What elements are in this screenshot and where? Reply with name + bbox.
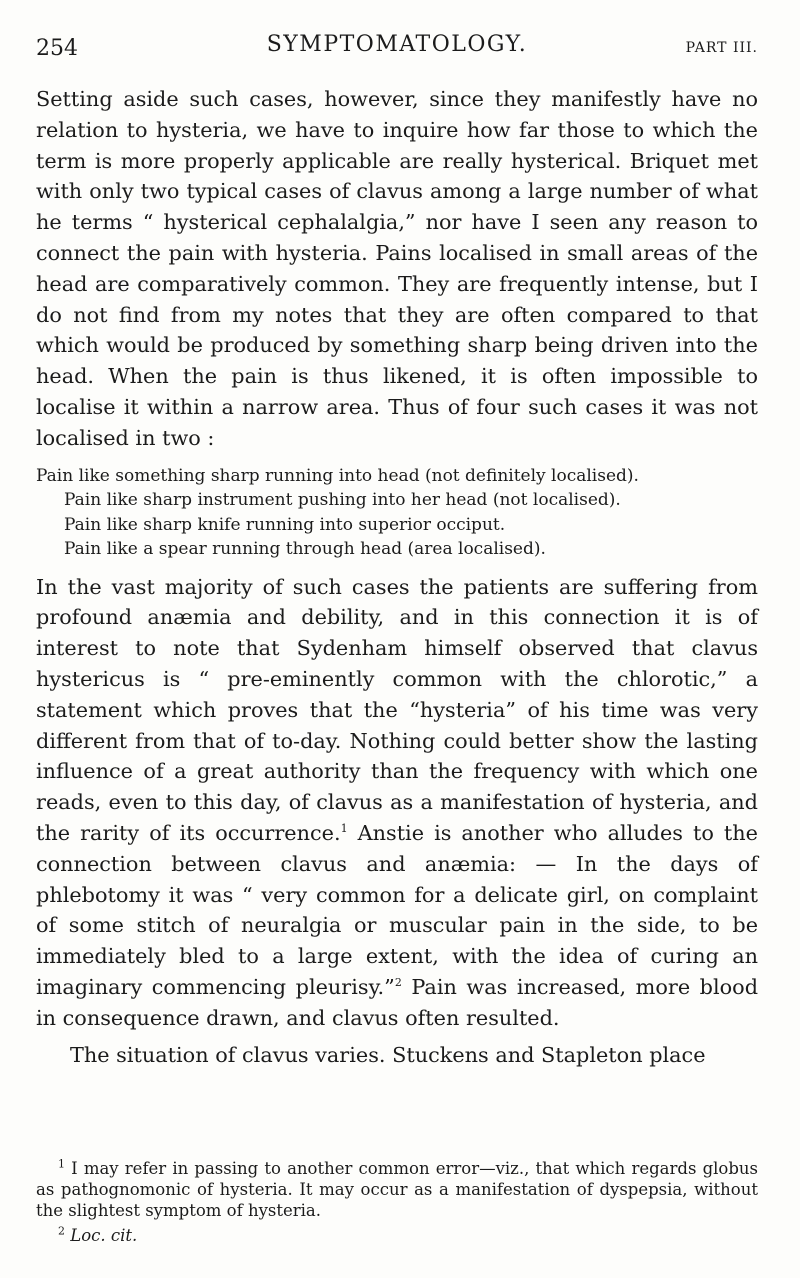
footnote-2-text: Loc. cit. xyxy=(70,1226,138,1245)
paragraph-2 xyxy=(36,572,758,1034)
running-title: SYMPTOMATOLOGY. xyxy=(266,32,528,57)
footnote-ref-1[interactable]: 1 xyxy=(340,822,348,836)
paragraph-3: The situation of clavus varies. Stuckens and Stapleton place xyxy=(70,1042,706,1067)
case-list xyxy=(36,464,758,562)
case-item: Pain like sharp knife running into superior occiput. xyxy=(64,514,506,535)
footnote-1-mark: 1 xyxy=(58,1157,65,1171)
paragraph-2-end: Pain was increased, more blood in consequence drawn, and clavus often resulted. xyxy=(36,974,759,1030)
paragraph-2-continued: Anstie is another who alludes to the connection between clavus and anæmia: — In the days of phlebotomy it was “ very common for a delicate girl, on complaint of some stitch of neuralgia or muscular pain in the side, to be immediately bled to a large extent, with the idea of curing an imaginary commencing pleurisy.” xyxy=(36,820,758,999)
footnote-2-mark: 2 xyxy=(58,1224,65,1238)
footnote-ref-2[interactable]: 2 xyxy=(394,976,402,989)
case-item: Pain like something sharp running into head (not definitely localised). xyxy=(36,465,639,486)
footnote-1 xyxy=(36,1158,758,1221)
footnote-2 xyxy=(58,1225,758,1246)
footnotes xyxy=(36,1158,758,1246)
footnote-1-text: I may refer in passing to another common error—viz., that which regards globus as pathognomonic of hysteria. It may occur as a manifestation of dyspepsia, without the slightest symptom of hysteria. xyxy=(36,1159,758,1220)
running-header xyxy=(36,30,758,66)
page-number: 254 xyxy=(36,36,78,61)
case-item: Pain like sharp instrument pushing into her head (not localised). xyxy=(64,490,621,511)
paragraph-1: Setting aside such cases, however, since they manifestly have no relation to hysteria, we have to inquire how far those to which the term is more properly applicable are really hysterical. Briquet met with only two typical cases of clavus among a large number of what he terms “ hysterical cephalalgia,” nor have I seen any reason to connect the pain with hysteria. Pains localised in small areas of the head are comparatively common. They are frequently intense, but I do not find from my notes that they are often compared to that which would be produced by something sharp being driven into the head. When the pain is thus likened, it is often impossible to localise it within a narrow area. Thus of four such cases it was not localised in two : xyxy=(36,87,758,450)
paragraph-2-text: In the vast majority of such cases the patients are suffering from profound anæmia and debility, and in this connection it is of interest to note that Sydenham himself observed that clavus hystericus is “ pre-eminently common with the chlorotic,” a statement which proves that the “hysteria” of his time was very different from that of to-day. Nothing could better show the lasting influence of a great authority than the frequency with which one reads, even to this day, of clavus as a manifestation of hysteria, and the rarity of its occurrence. xyxy=(36,574,758,845)
case-item: Pain like a spear running through head (area localised). xyxy=(64,539,546,560)
part-label: PART III. xyxy=(685,40,758,56)
main-text xyxy=(36,84,758,1070)
